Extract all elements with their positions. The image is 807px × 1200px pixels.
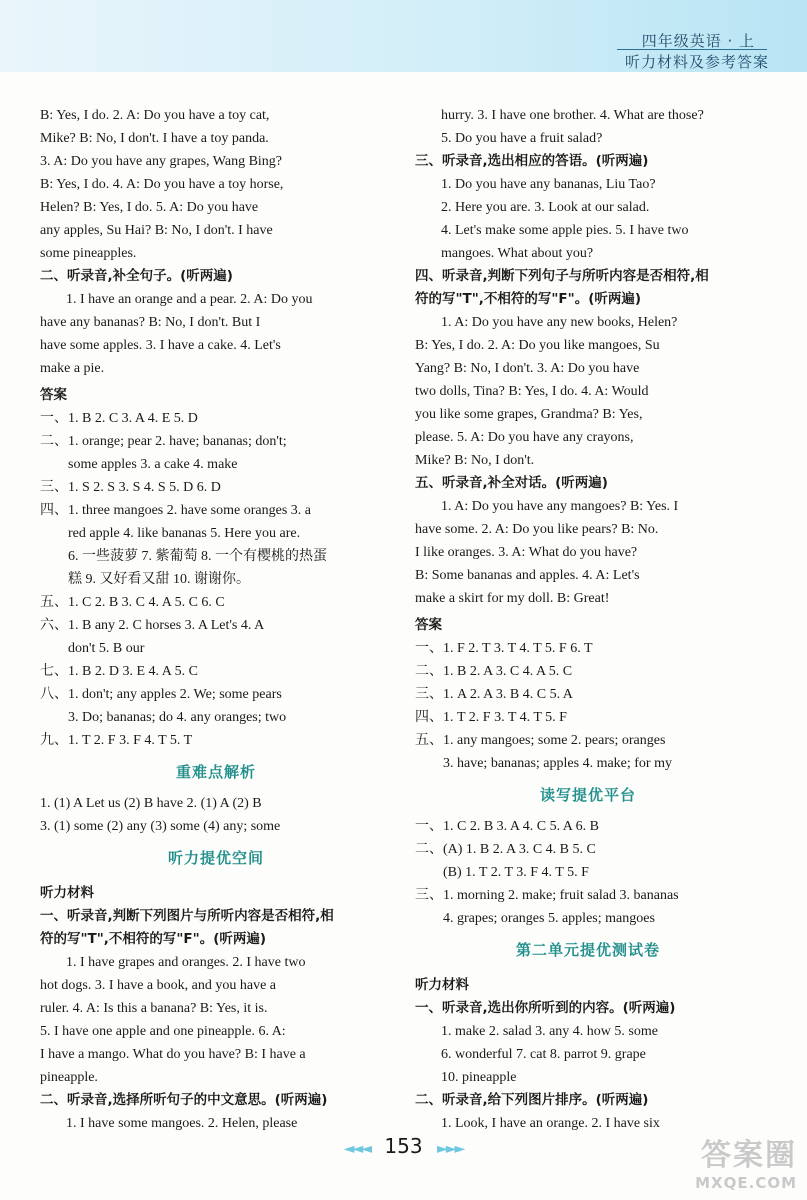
text-line: 一、1. C 2. B 3. A 4. C 5. A 6. B [415, 819, 599, 834]
text-line: 1. (1) A Let us (2) B have 2. (1) A (2) B [40, 796, 262, 811]
arrow-right-icon: ►►► [436, 1141, 464, 1157]
text-line: 八、1. don't; any apples 2. We; some pears [40, 687, 282, 702]
text-line: have any bananas? B: No, I don't. But I [40, 315, 261, 330]
text-line: red apple 4. like bananas 5. Here you are. [68, 526, 301, 541]
text-line: 1. Look, I have an orange. 2. I have six [441, 1116, 660, 1131]
watermark-brand: 答案圈 [701, 1138, 797, 1173]
left-column [40, 104, 392, 1135]
text-line: pineapple. [40, 1070, 98, 1085]
section-heading: 重难点解析 [175, 763, 256, 781]
subsection-label: 答案 [40, 387, 67, 403]
text-line: (B) 1. T 2. T 3. F 4. T 5. F [443, 865, 589, 880]
text-line: 3. (1) some (2) any (3) some (4) any; some [40, 819, 281, 834]
text-line: 4. grapes; oranges 5. apples; mangoes [443, 911, 655, 926]
text-line: 二、(A) 1. B 2. A 3. C 4. B 5. C [415, 842, 596, 857]
header-divider [617, 49, 767, 50]
text-line: 3. Do; bananas; do 4. any oranges; two [68, 710, 287, 725]
text-line: hot dogs. 3. I have a book, and you have a [40, 978, 276, 993]
text-line: don't 5. B our [68, 641, 145, 656]
text-line: 1. A: Do you have any new books, Helen? [441, 315, 678, 330]
text-line: 七、1. B 2. D 3. E 4. A 5. C [40, 664, 198, 679]
text-line: 九、1. T 2. F 3. F 4. T 5. T [40, 733, 193, 748]
text-line: 五、1. any mangoes; some 2. pears; oranges [415, 733, 666, 748]
text-line: 10. pineapple [441, 1070, 517, 1085]
section-heading: 第二单元提优测试卷 [515, 941, 660, 959]
right-column [415, 104, 761, 1135]
text-line: 1. Do you have any bananas, Liu Tao? [441, 177, 656, 192]
text-line: make a skirt for my doll. B: Great! [415, 591, 610, 606]
question-heading: 符的写"T",不相符的写"F"。(听两遍) [40, 931, 267, 947]
question-heading: 二、听录音,选择所听句子的中文意思。(听两遍) [40, 1092, 328, 1108]
page-footer [0, 1134, 807, 1158]
text-line: 六、1. B any 2. C horses 3. A Let's 4. A [40, 618, 265, 633]
text-line: I have a mango. What do you have? B: I have a [40, 1047, 306, 1062]
text-line: 1. I have some mangoes. 2. Helen, please [66, 1116, 298, 1131]
text-line: B: Some bananas and apples. 4. A: Let's [415, 568, 640, 583]
subsection-label: 听力材料 [415, 977, 469, 993]
text-line: 二、1. orange; pear 2. have; bananas; don't; [40, 434, 287, 449]
text-line: 5. I have one apple and one pineapple. 6. A: [40, 1024, 286, 1039]
question-heading: 五、听录音,补全对话。(听两遍) [415, 475, 608, 491]
text-line: any apples, Su Hai? B: No, I don't. I have [40, 223, 273, 238]
text-line: Helen? B: Yes, I do. 5. A: Do you have [40, 200, 259, 215]
text-line: Mike? B: No, I don't. I have a toy panda. [40, 131, 269, 146]
text-line: B: Yes, I do. 4. A: Do you have a toy horse, [40, 177, 284, 192]
text-line: make a pie. [40, 361, 105, 376]
question-heading: 二、听录音,给下列图片排序。(听两遍) [415, 1092, 649, 1108]
text-line: 一、1. F 2. T 3. T 4. T 5. F 6. T [415, 641, 593, 656]
text-line: 6. 一些菠萝 7. 紫葡萄 8. 一个有樱桃的热蛋 [68, 549, 327, 564]
text-line: 2. Here you are. 3. Look at our salad. [441, 200, 650, 215]
text-line: 四、1. T 2. F 3. T 4. T 5. F [415, 710, 567, 725]
text-line: 5. Do you have a fruit salad? [441, 131, 603, 146]
text-line: 1. I have grapes and oranges. 2. I have two [66, 955, 306, 970]
text-line: 1. I have an orange and a pear. 2. A: Do you [66, 292, 313, 307]
arrow-left-icon: ◄◄◄ [343, 1141, 371, 1157]
text-line: Mike? B: No, I don't. [415, 453, 535, 468]
text-line: 3. A: Do you have any grapes, Wang Bing? [40, 154, 283, 169]
question-heading: 一、听录音,判断下列图片与所听内容是否相符,相 [40, 908, 334, 924]
section-heading: 听力提优空间 [167, 849, 264, 867]
text-line: 1. A: Do you have any mangoes? B: Yes. I [441, 499, 679, 514]
watermark [695, 1130, 797, 1192]
question-heading: 二、听录音,补全句子。(听两遍) [40, 268, 233, 284]
text-line: mangoes. What about you? [441, 246, 594, 261]
text-line: B: Yes, I do. 2. A: Do you like mangoes, Su [415, 338, 660, 353]
text-line: I like oranges. 3. A: What do you have? [415, 545, 638, 560]
text-line: have some. 2. A: Do you like pears? B: No. [415, 522, 659, 537]
question-heading: 符的写"T",不相符的写"F"。(听两遍) [415, 291, 642, 307]
text-line: some apples 3. a cake 4. make [68, 457, 238, 472]
text-line: 三、1. morning 2. make; fruit salad 3. bananas [415, 888, 679, 903]
text-line: 6. wonderful 7. cat 8. parrot 9. grape [441, 1047, 646, 1062]
header-subtitle: 听力材料及参考答案 [624, 53, 769, 71]
question-heading: 一、听录音,选出你所听到的内容。(听两遍) [415, 1000, 676, 1016]
text-line: 四、1. three mangoes 2. have some oranges 3. a [40, 503, 311, 518]
watermark-url: MXQE.COM [695, 1174, 797, 1192]
question-heading: 三、听录音,选出相应的答语。(听两遍) [415, 153, 649, 169]
text-line: 五、1. C 2. B 3. C 4. A 5. C 6. C [40, 595, 225, 610]
page-number: 153 [384, 1134, 423, 1158]
text-line: 三、1. A 2. A 3. B 4. C 5. A [415, 687, 573, 702]
text-line: have some apples. 3. I have a cake. 4. Let's [40, 338, 281, 353]
text-line: Yang? B: No, I don't. 3. A: Do you have [415, 361, 640, 376]
text-line: B: Yes, I do. 2. A: Do you have a toy cat, [40, 108, 270, 123]
text-line: you like some grapes, Grandma? B: Yes, [415, 407, 643, 422]
text-line: ruler. 4. A: Is this a banana? B: Yes, it is. [40, 1001, 268, 1016]
text-line: some pineapples. [40, 246, 137, 261]
text-line: 1. make 2. salad 3. any 4. how 5. some [441, 1024, 658, 1039]
text-line: 4. Let's make some apple pies. 5. I have two [441, 223, 689, 238]
subsection-label: 听力材料 [40, 885, 94, 901]
question-heading: 四、听录音,判断下列句子与所听内容是否相符,相 [415, 268, 709, 284]
header-title: 四年级英语 · 上 [641, 32, 755, 50]
text-line: 二、1. B 2. A 3. C 4. A 5. C [415, 664, 573, 679]
text-line: please. 5. A: Do you have any crayons, [415, 430, 634, 445]
text-line: 三、1. S 2. S 3. S 4. S 5. D 6. D [40, 480, 221, 495]
text-line: 一、1. B 2. C 3. A 4. E 5. D [40, 411, 198, 426]
section-heading: 读写提优平台 [539, 786, 636, 804]
text-line: 糕 9. 又好看又甜 10. 谢谢你。 [68, 572, 250, 587]
text-line: two dolls, Tina? B: Yes, I do. 4. A: Would [415, 384, 649, 399]
text-line: 3. have; bananas; apples 4. make; for my [443, 756, 672, 771]
subsection-label: 答案 [415, 617, 442, 633]
text-line: hurry. 3. I have one brother. 4. What are those? [441, 108, 704, 123]
